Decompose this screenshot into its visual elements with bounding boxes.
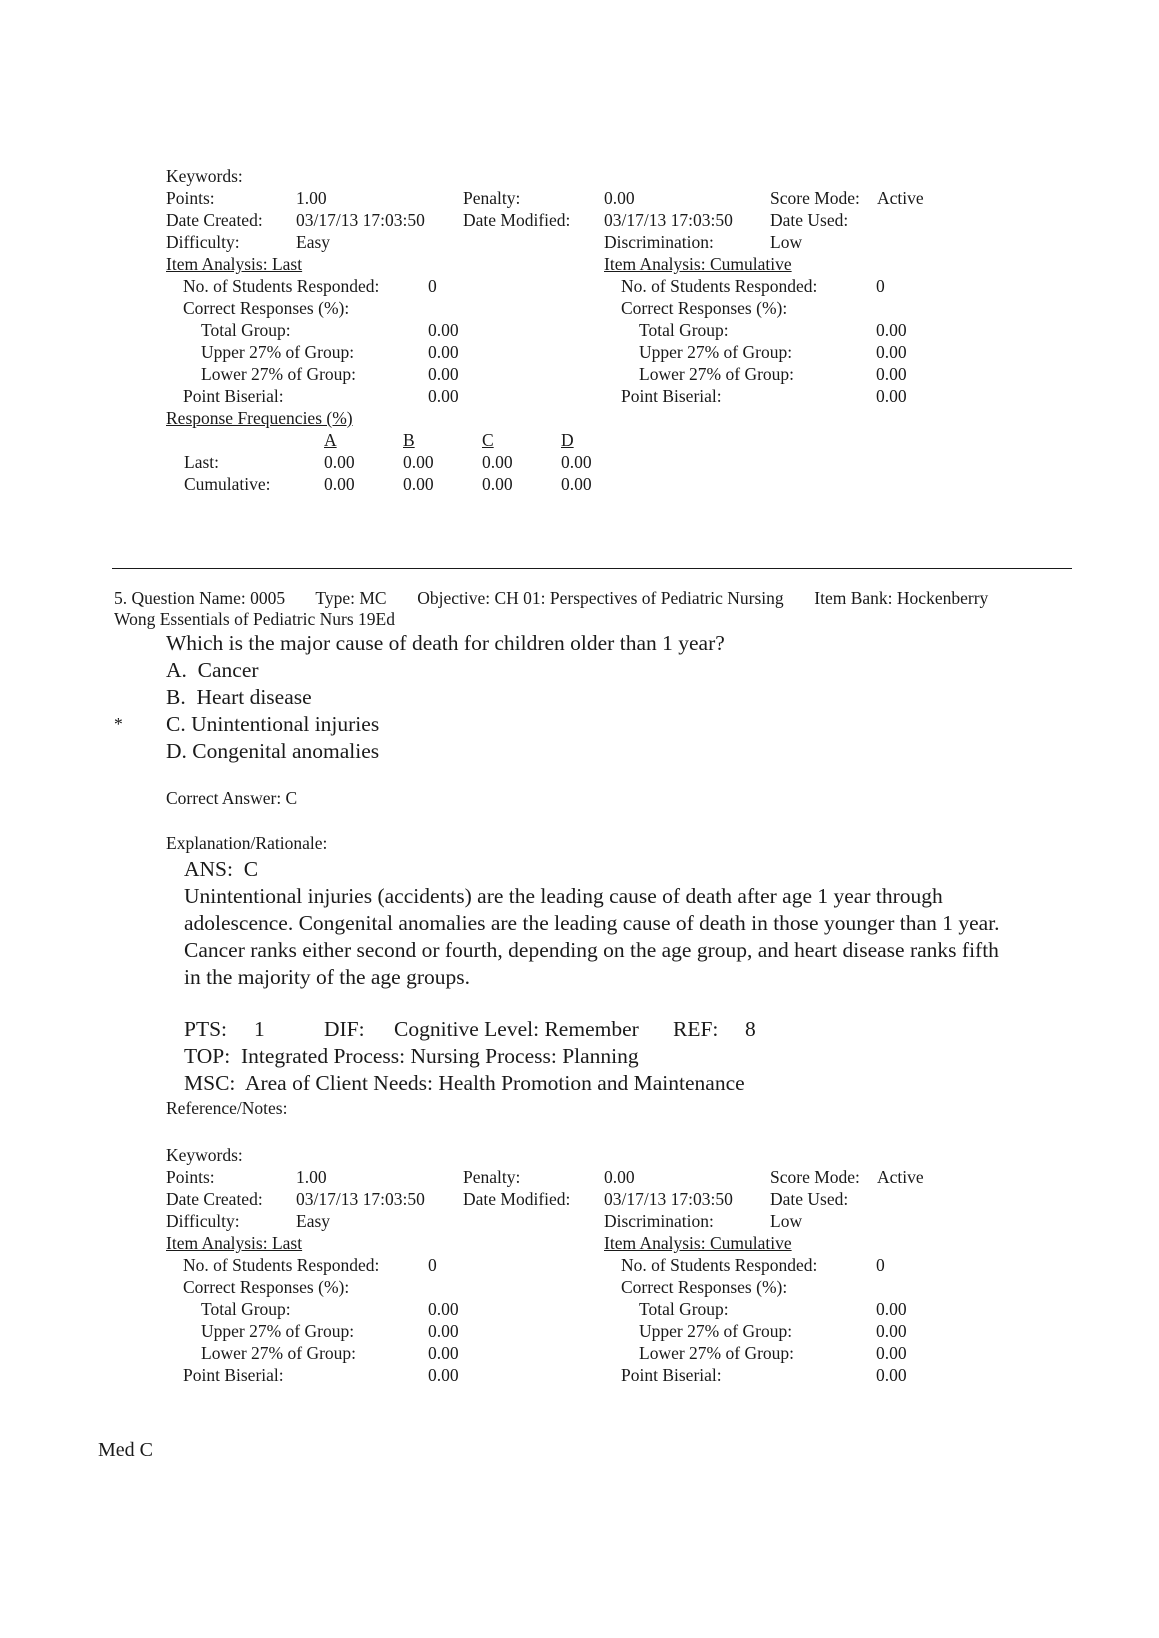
cum-biserial-label: Point Biserial:: [621, 386, 722, 406]
cum-students-label: No. of Students Responded:: [621, 1255, 818, 1275]
cum-total-value: 0.00: [876, 1299, 907, 1319]
last-total-label: Total Group:: [201, 1299, 291, 1319]
cum-lower-label: Lower 27% of Group:: [639, 1343, 795, 1363]
cum-students-value: 0: [876, 276, 885, 296]
item-analysis-cumulative-heading: Item Analysis: Cumulative: [604, 254, 792, 274]
date-modified-label: Date Modified:: [463, 210, 571, 230]
difficulty-value: Easy: [296, 1211, 331, 1231]
last-biserial-label: Point Biserial:: [183, 1365, 284, 1385]
score-mode-label: Score Mode:: [770, 188, 860, 208]
page-footer-label: Med C: [98, 1439, 153, 1461]
section-divider: [112, 568, 1072, 569]
penalty-label: Penalty:: [463, 188, 521, 208]
date-modified-label: Date Modified:: [463, 1189, 571, 1209]
difficulty-value: Easy: [296, 232, 331, 252]
points-value: 1.00: [296, 1167, 327, 1187]
freq-cum-a: 0.00: [324, 474, 355, 494]
score-mode-value: Active: [877, 188, 924, 208]
msc-line: MSC: Area of Client Needs: Health Promotion and Maintenance: [184, 1071, 745, 1095]
cum-lower-value: 0.00: [876, 1343, 907, 1363]
difficulty-label: Difficulty:: [166, 232, 240, 252]
keywords-label: Keywords:: [166, 166, 243, 186]
option-c: C. Unintentional injuries: [166, 712, 380, 736]
dif-label: DIF:: [324, 1017, 365, 1041]
last-students-label: No. of Students Responded:: [183, 276, 380, 296]
ref-label: REF:: [673, 1017, 719, 1041]
discrimination-value: Low: [770, 232, 803, 252]
last-biserial-label: Point Biserial:: [183, 386, 284, 406]
points-label: Points:: [166, 1167, 215, 1187]
freq-cumulative-label: Cumulative:: [184, 474, 271, 494]
rationale-line-3: Cancer ranks either second or fourth, depending on the age group, and heart disease ranks fifth: [184, 938, 999, 962]
cum-lower-label: Lower 27% of Group:: [639, 364, 795, 384]
item-analysis-last-heading: Item Analysis: Last: [166, 254, 303, 274]
keywords-label: Keywords:: [166, 1145, 243, 1165]
freq-last-c: 0.00: [482, 452, 513, 472]
answer-key: ANS: C: [184, 857, 259, 881]
date-modified-value: 03/17/13 17:03:50: [604, 210, 733, 230]
penalty-label: Penalty:: [463, 1167, 521, 1187]
ref-value: 8: [745, 1017, 756, 1041]
cum-upper-label: Upper 27% of Group:: [639, 342, 793, 362]
last-total-label: Total Group:: [201, 320, 291, 340]
question-stem: Which is the major cause of death for children older than 1 year?: [166, 631, 725, 655]
last-total-value: 0.00: [428, 320, 459, 340]
points-value: 1.00: [296, 188, 327, 208]
option-a: A. Cancer: [166, 658, 259, 682]
last-students-value: 0: [428, 1255, 437, 1275]
discrimination-label: Discrimination:: [604, 1211, 714, 1231]
penalty-value: 0.00: [604, 188, 635, 208]
item-analysis-last-heading: Item Analysis: Last: [166, 1233, 303, 1253]
date-created-value: 03/17/13 17:03:50: [296, 1189, 425, 1209]
date-created-value: 03/17/13 17:03:50: [296, 210, 425, 230]
last-lower-value: 0.00: [428, 364, 459, 384]
difficulty-label: Difficulty:: [166, 1211, 240, 1231]
cum-total-label: Total Group:: [639, 320, 729, 340]
last-biserial-value: 0.00: [428, 1365, 459, 1385]
last-total-value: 0.00: [428, 1299, 459, 1319]
last-lower-value: 0.00: [428, 1343, 459, 1363]
cum-correct-label: Correct Responses (%):: [621, 298, 788, 318]
item-analysis-cumulative-heading: Item Analysis: Cumulative: [604, 1233, 792, 1253]
freq-cum-c: 0.00: [482, 474, 513, 494]
reference-notes-label: Reference/Notes:: [166, 1098, 288, 1118]
cum-biserial-value: 0.00: [876, 1365, 907, 1385]
cum-upper-label: Upper 27% of Group:: [639, 1321, 793, 1341]
cum-upper-value: 0.00: [876, 1321, 907, 1341]
freq-last-b: 0.00: [403, 452, 434, 472]
date-used-label: Date Used:: [770, 210, 849, 230]
correct-answer: Correct Answer: C: [166, 788, 298, 808]
date-created-label: Date Created:: [166, 210, 263, 230]
cum-students-label: No. of Students Responded:: [621, 276, 818, 296]
freq-cum-d: 0.00: [561, 474, 592, 494]
score-mode-value: Active: [877, 1167, 924, 1187]
date-created-label: Date Created:: [166, 1189, 263, 1209]
cognitive-level: Cognitive Level: Remember: [394, 1017, 639, 1041]
date-modified-value: 03/17/13 17:03:50: [604, 1189, 733, 1209]
last-students-value: 0: [428, 276, 437, 296]
last-students-label: No. of Students Responded:: [183, 1255, 380, 1275]
cum-biserial-label: Point Biserial:: [621, 1365, 722, 1385]
freq-col-a: A: [324, 430, 337, 450]
explanation-label: Explanation/Rationale:: [166, 833, 328, 853]
points-label: Points:: [166, 188, 215, 208]
cum-total-label: Total Group:: [639, 1299, 729, 1319]
freq-col-d: D: [561, 430, 574, 450]
cum-upper-value: 0.00: [876, 342, 907, 362]
last-biserial-value: 0.00: [428, 386, 459, 406]
question-header-line1: 5. Question Name: 0005 Type: MC Objective: CH 01: Perspectives of Pediatric Nursing Item Bank: Hockenberry: [114, 588, 989, 608]
date-used-label: Date Used:: [770, 1189, 849, 1209]
discrimination-value: Low: [770, 1211, 803, 1231]
pts-label: PTS:: [184, 1017, 228, 1041]
freq-last-a: 0.00: [324, 452, 355, 472]
freq-col-c: C: [482, 430, 494, 450]
correct-marker-icon: *: [114, 714, 123, 734]
last-upper-value: 0.00: [428, 342, 459, 362]
option-b: B. Heart disease: [166, 685, 312, 709]
response-frequencies-heading: Response Frequencies (%): [166, 408, 353, 428]
last-lower-label: Lower 27% of Group:: [201, 1343, 357, 1363]
cum-correct-label: Correct Responses (%):: [621, 1277, 788, 1297]
rationale-line-4: in the majority of the age groups.: [184, 965, 470, 989]
pts-value: 1: [254, 1017, 265, 1041]
last-correct-label: Correct Responses (%):: [183, 1277, 350, 1297]
freq-last-label: Last:: [184, 452, 219, 472]
cum-biserial-value: 0.00: [876, 386, 907, 406]
freq-last-d: 0.00: [561, 452, 592, 472]
cum-lower-value: 0.00: [876, 364, 907, 384]
score-mode-label: Score Mode:: [770, 1167, 860, 1187]
last-upper-value: 0.00: [428, 1321, 459, 1341]
last-correct-label: Correct Responses (%):: [183, 298, 350, 318]
last-upper-label: Upper 27% of Group:: [201, 342, 355, 362]
penalty-value: 0.00: [604, 1167, 635, 1187]
question-header-line2: Wong Essentials of Pediatric Nurs 19Ed: [114, 609, 395, 629]
freq-cum-b: 0.00: [403, 474, 434, 494]
discrimination-label: Discrimination:: [604, 232, 714, 252]
cum-students-value: 0: [876, 1255, 885, 1275]
rationale-line-1: Unintentional injuries (accidents) are the leading cause of death after age 1 year through: [184, 884, 943, 908]
last-upper-label: Upper 27% of Group:: [201, 1321, 355, 1341]
rationale-line-2: adolescence. Congenital anomalies are the leading cause of death in those younger than 1 year.: [184, 911, 1000, 935]
freq-col-b: B: [403, 430, 415, 450]
cum-total-value: 0.00: [876, 320, 907, 340]
last-lower-label: Lower 27% of Group:: [201, 364, 357, 384]
option-d: D. Congenital anomalies: [166, 739, 380, 763]
topic-line: TOP: Integrated Process: Nursing Process: Planning: [184, 1044, 639, 1068]
